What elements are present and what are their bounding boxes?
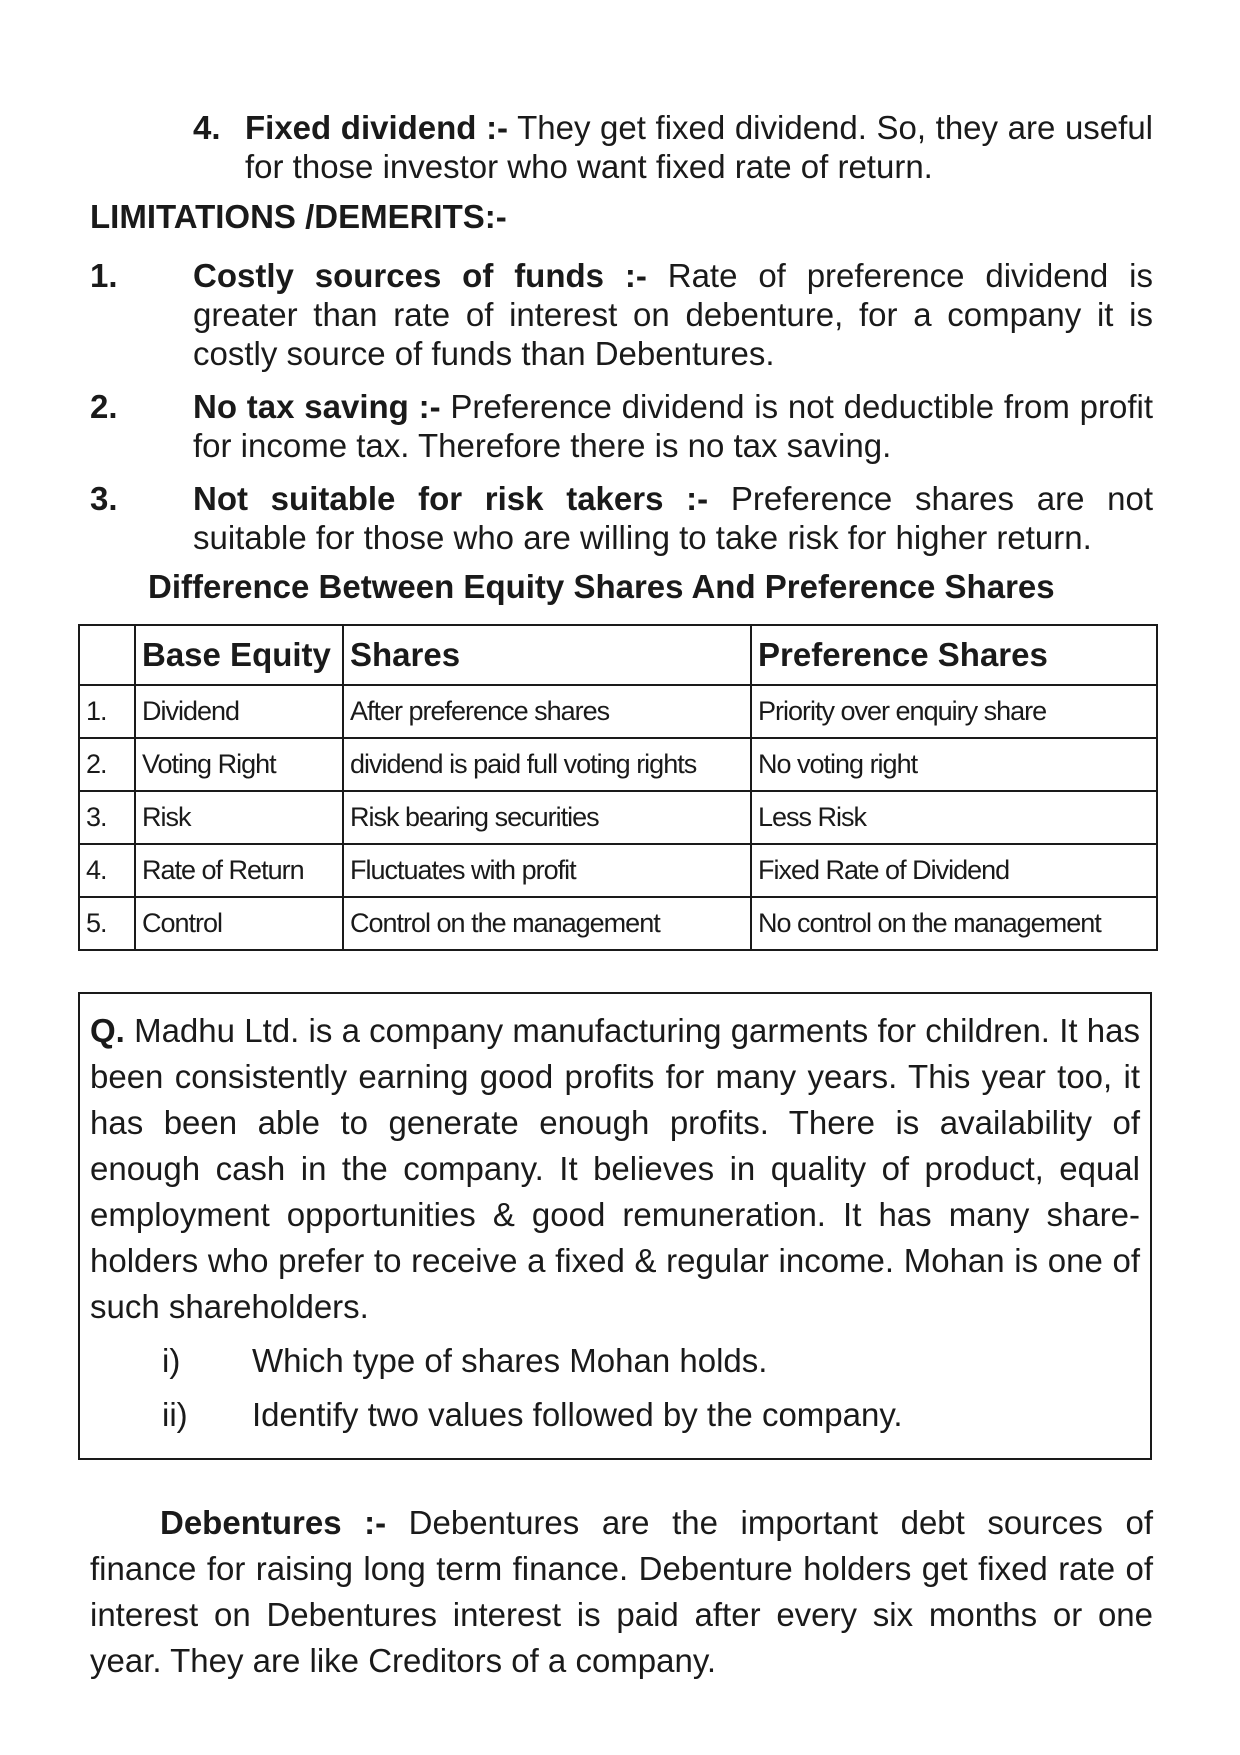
sub-question-text: Which type of shares Mohan holds.: [252, 1342, 768, 1379]
table-cell: No voting right: [751, 738, 1157, 791]
fixed-dividend-point: [193, 108, 1153, 186]
debentures-text: Debentures are the important debt sources of finance for raising long term finance. Debenture holders get fixed rate of interest on Debentures interest is paid after every six months or one year. They are like Creditors of a company.: [90, 1504, 1154, 1679]
item-text: Preference shares are not suitable for those who are willing to take risk for higher return.: [193, 480, 1154, 556]
point-title: Fixed dividend :-: [245, 109, 509, 146]
difference-table-title: Difference Between Equity Shares And Preference Shares: [148, 568, 1055, 605]
table-cell: Priority over enquiry share: [751, 685, 1157, 738]
table-row: [79, 897, 1157, 950]
table-row: [79, 844, 1157, 897]
table-cell: 5.: [79, 897, 135, 950]
header-cell: Base Equity: [135, 625, 343, 685]
table-cell: Control on the management: [343, 897, 751, 950]
header-cell: [79, 625, 135, 685]
item-text: Preference dividend is not deductible from profit for income tax. Therefore there is no tax saving.: [193, 388, 1153, 464]
point-number: 4.: [193, 109, 221, 146]
table-row: [79, 685, 1157, 738]
table-header-row: [79, 625, 1157, 685]
table-cell: 2.: [79, 738, 135, 791]
table-cell: Rate of Return: [135, 844, 343, 897]
question-body: Madhu Ltd. is a company manufacturing garments for children. It has been consistently earning good profits for many years. This year too, it has been able to generate enough profits. There is availability of enough cash in the company. It believes in quality of product, equal employment opportunities & good remuneration. It has many share-holders who prefer to receive a fixed & regular income. Mohan is one of such shareholders.: [90, 1012, 1140, 1325]
item-number: 3.: [90, 480, 118, 517]
item-title: No tax saving :-: [193, 388, 441, 425]
header-cell: Shares: [343, 625, 751, 685]
difference-table: [78, 624, 1158, 951]
table-row: [79, 791, 1157, 844]
table-row: [79, 738, 1157, 791]
debentures-title: Debentures :-: [160, 1504, 387, 1541]
case-study-box: [78, 992, 1152, 1460]
sub-question-text: Identify two values followed by the company.: [252, 1396, 903, 1433]
table-cell: No control on the management: [751, 897, 1157, 950]
table-cell: Control: [135, 897, 343, 950]
table-cell: 1.: [79, 685, 135, 738]
sub-question-label: i): [162, 1342, 181, 1379]
table-cell: dividend is paid full voting rights: [343, 738, 751, 791]
debentures-paragraph: [90, 1500, 1153, 1684]
item-number: 2.: [90, 388, 118, 425]
point-text: They get fixed dividend. So, they are useful for those investor who want fixed rate of return.: [245, 109, 1154, 185]
table-cell: Risk bearing securities: [343, 791, 751, 844]
header-cell: Preference Shares: [751, 625, 1157, 685]
sub-question-label: ii): [162, 1396, 188, 1433]
case-study-text: [90, 1008, 1140, 1330]
table-cell: Fixed Rate of Dividend: [751, 844, 1157, 897]
item-number: 1.: [90, 257, 118, 294]
table-cell: 3.: [79, 791, 135, 844]
limitation-item: [90, 387, 1153, 465]
item-text: Rate of preference dividend is greater than rate of interest on debenture, for a company it is costly source of funds than Debentures.: [193, 257, 1153, 372]
limitation-item: [90, 256, 1153, 373]
table-cell: After preference shares: [343, 685, 751, 738]
limitation-item: [90, 479, 1153, 557]
table-cell: Voting Right: [135, 738, 343, 791]
table-cell: Fluctuates with profit: [343, 844, 751, 897]
item-title: Costly sources of funds :-: [193, 257, 647, 294]
item-title: Not suitable for risk takers :-: [193, 480, 709, 517]
table-cell: Dividend: [135, 685, 343, 738]
table-cell: 4.: [79, 844, 135, 897]
question-label: Q.: [90, 1012, 125, 1049]
limitations-heading: LIMITATIONS /DEMERITS:-: [90, 198, 507, 235]
table-cell: Less Risk: [751, 791, 1157, 844]
table-cell: Risk: [135, 791, 343, 844]
